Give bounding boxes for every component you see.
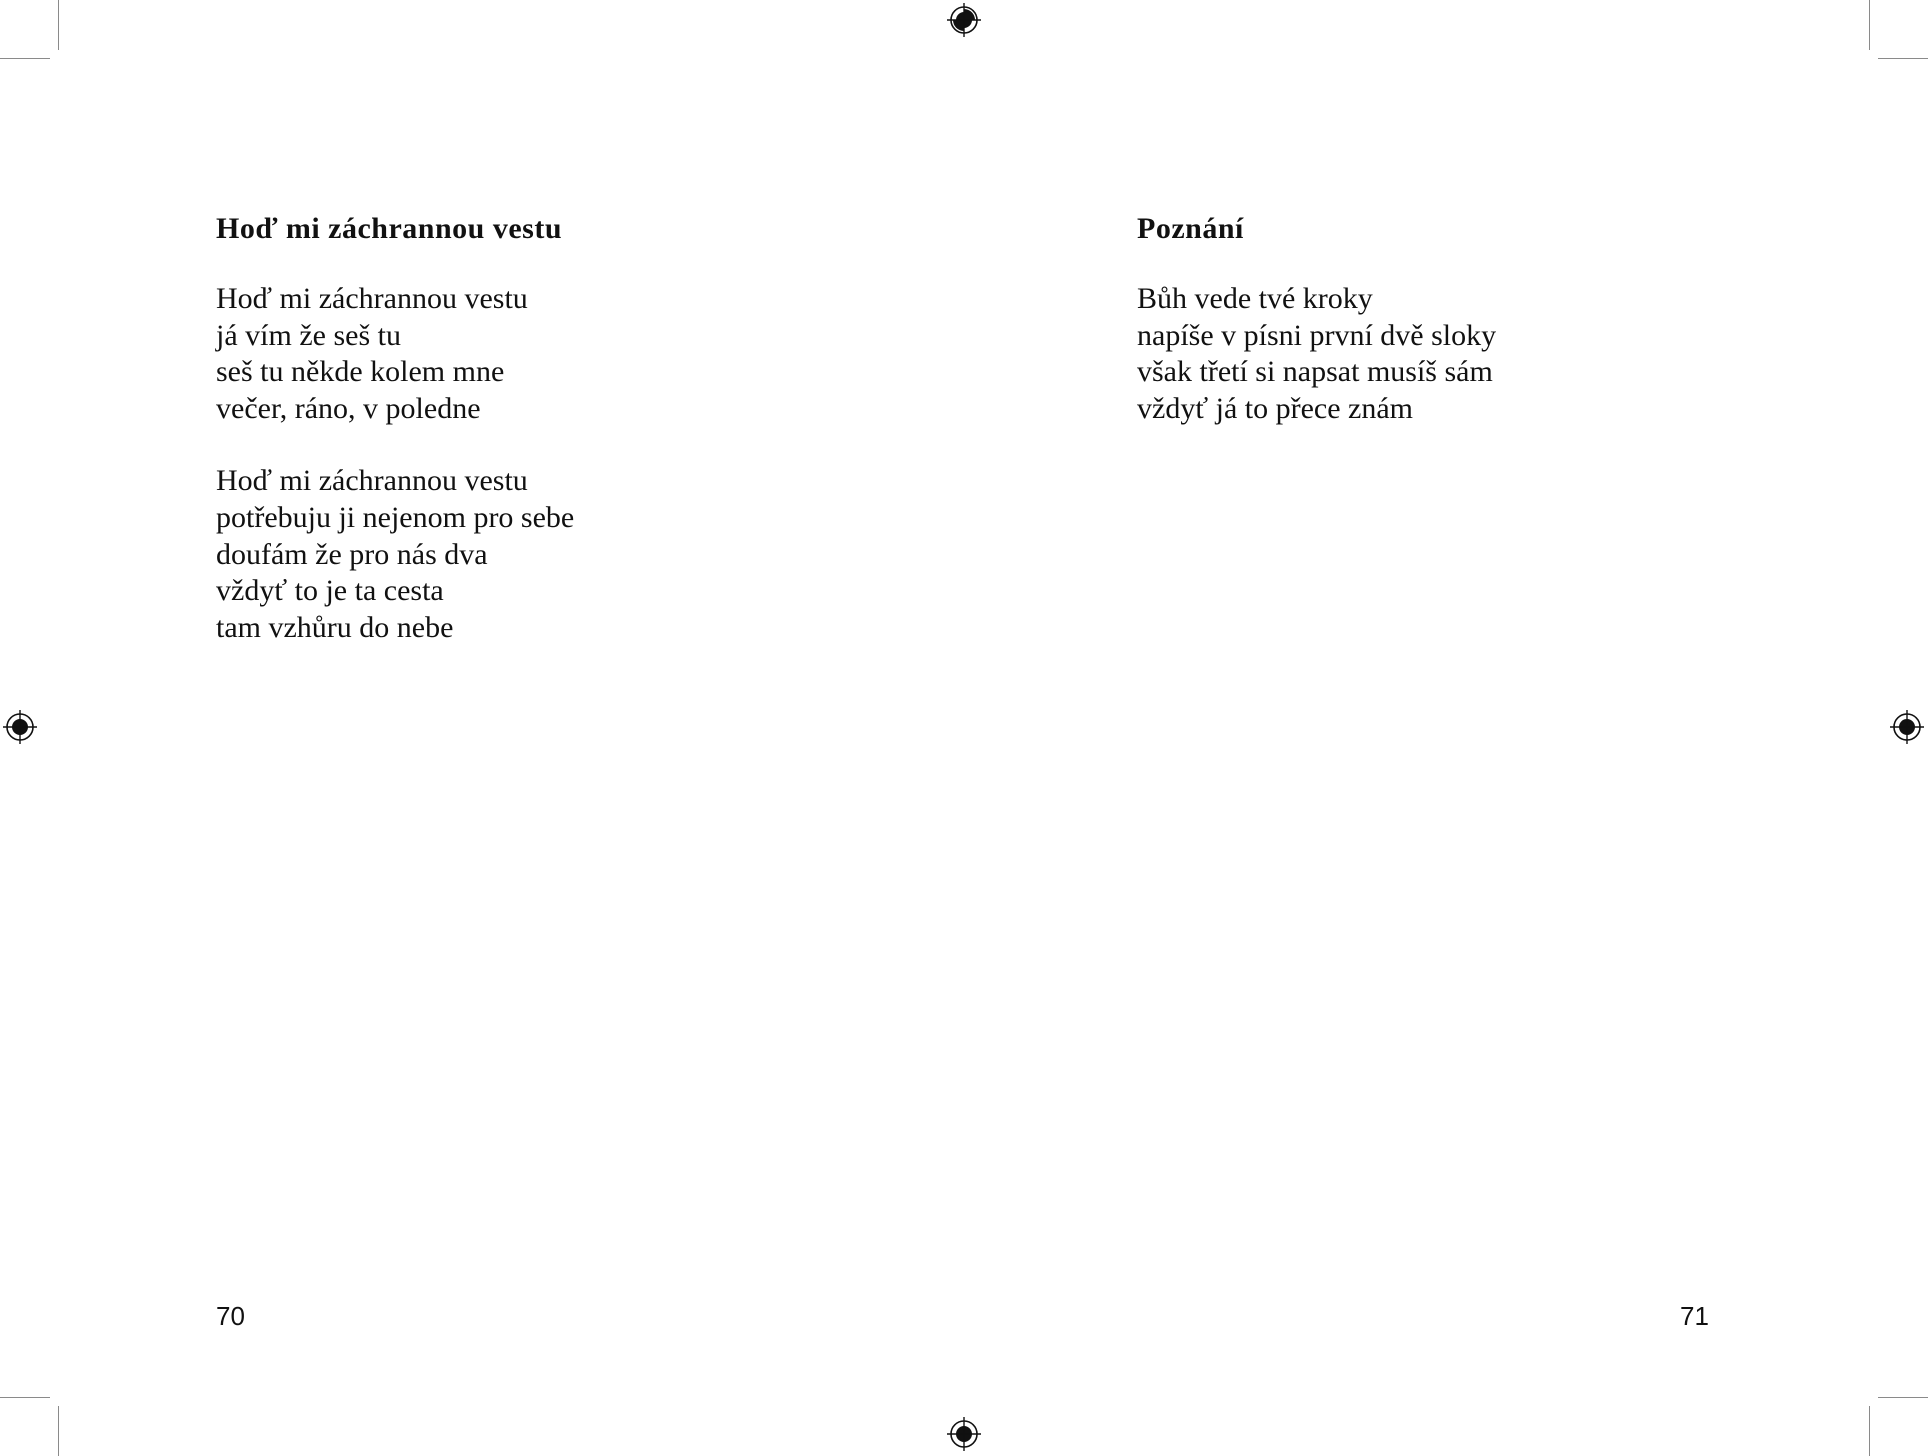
poem-line: Hoď mi záchrannou vestu	[216, 464, 528, 498]
crop-mark-top-left-vertical	[58, 0, 59, 50]
poem-line: napíše v písni první dvě sloky	[1137, 318, 1497, 352]
poem-line: však třetí si napsat musíš sám	[1137, 355, 1493, 389]
poem-line: doufám že pro nás dva	[216, 537, 488, 571]
stanza	[1137, 281, 1837, 427]
poem-line: vždyť já to přece znám	[1137, 391, 1414, 425]
crop-mark-bottom-right-vertical	[1869, 1406, 1870, 1456]
crop-mark-top-left-horizontal	[0, 58, 50, 59]
poem-line: seš tu někde kolem mne	[216, 355, 505, 389]
poem-title: Poznání	[1137, 212, 1244, 245]
crop-mark-bottom-left-vertical	[58, 1406, 59, 1456]
stanza	[216, 281, 916, 427]
registration-target-icon	[947, 3, 981, 37]
page-number-right: 71	[1680, 1301, 1709, 1331]
stanza	[216, 463, 916, 646]
registration-target-icon	[1890, 710, 1924, 744]
poem-line: Bůh vede tvé kroky	[1137, 282, 1373, 315]
crop-mark-top-right-vertical	[1869, 0, 1870, 50]
poem-line: večer, ráno, v poledne	[216, 391, 481, 425]
poem-title: Hoď mi záchrannou vestu	[216, 212, 563, 245]
page-number-left: 70	[216, 1301, 245, 1331]
crop-mark-bottom-left-horizontal	[0, 1397, 50, 1398]
crop-mark-bottom-right-horizontal	[1878, 1397, 1928, 1398]
poem-line: Hoď mi záchrannou vestu	[216, 282, 528, 315]
poem-line: potřebuju ji nejenom pro sebe	[216, 500, 575, 534]
poem-left	[216, 207, 916, 682]
registration-target-icon	[947, 1417, 981, 1451]
poem-right	[1137, 207, 1837, 463]
crop-mark-top-right-horizontal	[1878, 58, 1928, 59]
poem-line: já vím že seš tu	[216, 318, 401, 352]
registration-target-icon	[3, 710, 37, 744]
poem-line: vždyť to je ta cesta	[216, 574, 444, 608]
poem-line: tam vzhůru do nebe	[216, 610, 454, 644]
